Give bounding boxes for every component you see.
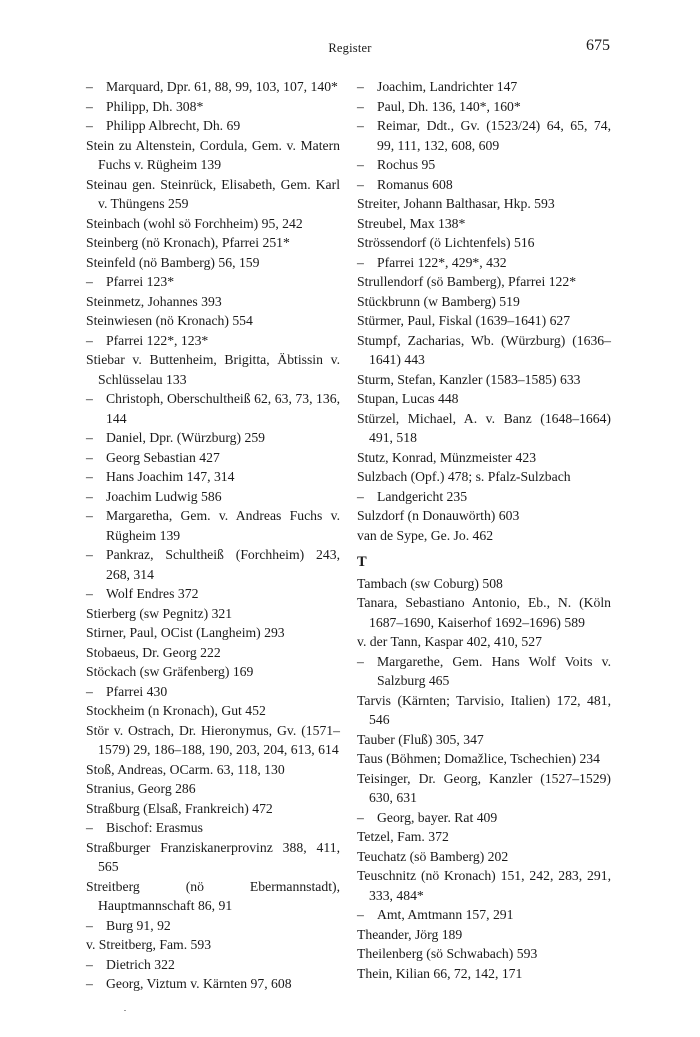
index-entry — [357, 214, 611, 234]
subentry-dash: – — [86, 683, 93, 699]
entry-text: Steinbach (wohl sö Forchheim) 95, 242 — [86, 215, 303, 231]
index-entry — [86, 701, 340, 721]
index-entry — [357, 194, 611, 214]
index-entry — [357, 964, 611, 984]
subentry-dash: – — [86, 956, 93, 972]
entry-text: Margaretha, Gem. v. Andreas Fuchs v. Rügheim 139 — [106, 508, 340, 543]
index-entry — [86, 643, 340, 663]
entry-text: Thein, Kilian 66, 72, 142, 171 — [357, 965, 523, 981]
entry-text: Pfarrei 122*, 123* — [106, 332, 209, 348]
index-subentry — [86, 818, 340, 838]
index-entry — [357, 847, 611, 867]
index-entry — [86, 253, 340, 273]
index-column-left — [86, 77, 340, 994]
entry-text: Bischof: Erasmus — [106, 820, 203, 835]
index-subentry — [86, 682, 340, 702]
index-entry — [86, 799, 340, 819]
entry-text: Teuchatz (sö Bamberg) 202 — [357, 848, 509, 864]
index-entry — [86, 214, 340, 234]
entry-text: Tarvis (Kärnten; Tarvisio, Italien) 172, 481, 546 — [357, 692, 611, 727]
entry-text: Stumpf, Zacharias, Wb. (Würzburg) (1636–1641) 443 — [357, 332, 611, 367]
entry-text: Landgericht 235 — [377, 488, 468, 504]
entry-text: Stirner, Paul, OCist (Langheim) 293 — [86, 625, 285, 640]
entry-text: van de Sype, Ge. Jo. 462 — [357, 527, 494, 543]
subentry-dash: – — [86, 98, 93, 114]
subentry-dash: – — [357, 809, 364, 825]
subentry-dash: – — [86, 274, 93, 289]
index-entry — [357, 827, 611, 847]
index-subentry — [86, 448, 340, 468]
index-entry — [357, 389, 611, 409]
entry-text: Streubel, Max 138* — [357, 215, 466, 231]
entry-text: Stobaeus, Dr. Georg 222 — [86, 644, 221, 660]
entry-text: Sulzdorf (n Donauwörth) 603 — [357, 508, 520, 523]
entry-text: Reimar, Ddt., Gv. (1523/24) 64, 65, 74, 99, 111, 132, 608, 609 — [377, 118, 611, 153]
subentry-dash: – — [357, 907, 364, 922]
entry-text: Taus (Böhmen; Domažlice, Tschechien) 234 — [357, 751, 600, 766]
entry-text: Philipp Albrecht, Dh. 69 — [106, 118, 241, 133]
index-entry — [357, 506, 611, 526]
entry-text: Christoph, Oberschultheiß 62, 63, 73, 136, 144 — [106, 391, 340, 426]
entry-text: Tetzel, Fam. 372 — [357, 829, 449, 844]
entry-text: Stutz, Konrad, Münzmeister 423 — [357, 449, 537, 465]
entry-text: v. der Tann, Kaspar 402, 410, 527 — [357, 634, 542, 649]
entry-text: Steinwiesen (nö Kronach) 554 — [86, 313, 253, 328]
index-entry — [86, 779, 340, 799]
index-letter-heading — [357, 553, 611, 573]
index-entry — [357, 526, 611, 546]
subentry-dash: – — [357, 118, 364, 133]
index-entry — [357, 944, 611, 964]
running-header: Register — [328, 41, 372, 55]
entry-text: Paul, Dh. 136, 140*, 160* — [377, 98, 521, 114]
index-subentry — [86, 955, 340, 975]
index-entry — [357, 233, 611, 253]
entry-text: Joachim, Landrichter 147 — [377, 79, 518, 94]
entry-text: Streiter, Johann Balthasar, Hkp. 593 — [357, 196, 555, 211]
entry-text: Stiebar v. Buttenheim, Brigitta, Äbtissin v. Schlüsselau 133 — [86, 352, 340, 387]
index-entry — [86, 292, 340, 312]
entry-text: Philipp, Dh. 308* — [106, 98, 204, 114]
entry-text: Marquard, Dpr. 61, 88, 99, 103, 107, 140* — [106, 79, 338, 94]
index-entry — [86, 935, 340, 955]
index-entry — [86, 311, 340, 331]
index-subentry — [357, 116, 611, 155]
index-entry — [357, 292, 611, 312]
subentry-dash: – — [86, 820, 93, 835]
subentry-dash: – — [357, 254, 364, 270]
subentry-dash: – — [357, 98, 364, 114]
entry-text: Straßburger Franziskanerprovinz 388, 411, 565 — [86, 839, 340, 874]
index-entry — [86, 662, 340, 682]
subentry-dash: – — [357, 176, 364, 192]
entry-text: Pankraz, Schultheiß (Forchheim) 243, 268, 314 — [106, 547, 340, 582]
entry-text: Stürmer, Paul, Fiskal (1639–1641) 627 — [357, 313, 571, 328]
entry-text: Burg 91, 92 — [106, 917, 171, 933]
index-entry — [357, 730, 611, 750]
index-entry — [86, 877, 340, 916]
entry-text: Steinfeld (nö Bamberg) 56, 159 — [86, 254, 260, 270]
index-subentry — [357, 905, 611, 925]
entry-text: Theander, Jörg 189 — [357, 926, 463, 942]
entry-text: Daniel, Dpr. (Würzburg) 259 — [106, 430, 266, 445]
entry-text: Steinau gen. Steinrück, Elisabeth, Gem. Karl v. Thüngens 259 — [86, 176, 340, 211]
index-entry — [86, 838, 340, 877]
index-entry — [86, 136, 340, 175]
subentry-dash: – — [86, 332, 93, 348]
index-entry — [357, 331, 611, 370]
entry-text: Sturm, Stefan, Kanzler (1583–1585) 633 — [357, 371, 581, 387]
footer-mark — [124, 1010, 126, 1011]
index-entry — [86, 760, 340, 780]
subentry-dash: – — [86, 508, 93, 523]
index-subentry — [86, 974, 340, 994]
index-subentry — [86, 487, 340, 507]
index-subentry — [86, 116, 340, 136]
entry-text: Teuschnitz (nö Kronach) 151, 242, 283, 291, 333, 484* — [357, 868, 611, 903]
index-entry — [357, 632, 611, 652]
entry-text: Stupan, Lucas 448 — [357, 391, 459, 406]
entry-text: Tauber (Fluß) 305, 347 — [357, 731, 484, 747]
index-subentry — [86, 331, 340, 351]
index-entry — [357, 448, 611, 468]
entry-text: Margarethe, Gem. Hans Wolf Voits v. Salzburg 465 — [377, 653, 611, 688]
index-entry — [86, 350, 340, 389]
index-subentry — [86, 545, 340, 584]
entry-text: Joachim Ludwig 586 — [106, 488, 222, 504]
subentry-dash: – — [357, 653, 364, 669]
entry-text: Straßburg (Elsaß, Frankreich) 472 — [86, 800, 273, 816]
index-column-right — [357, 77, 611, 983]
index-subentry — [357, 97, 611, 117]
entry-text: Stierberg (sw Pegnitz) 321 — [86, 605, 233, 621]
subentry-dash: – — [86, 79, 93, 94]
index-subentry — [86, 916, 340, 936]
index-entry — [357, 467, 611, 487]
index-entry — [357, 574, 611, 594]
entry-text: Teisinger, Dr. Georg, Kanzler (1527–1529) 630, 631 — [357, 770, 611, 805]
subentry-dash: – — [86, 449, 93, 465]
index-entry — [357, 925, 611, 945]
index-entry — [357, 769, 611, 808]
entry-text: Stör v. Ostrach, Dr. Hieronymus, Gv. (1571–1579) 29, 186–188, 190, 203, 204, 613, 614 — [86, 722, 340, 757]
index-entry — [357, 272, 611, 292]
index-subentry — [86, 97, 340, 117]
index-entry — [86, 604, 340, 624]
entry-text: Stückbrunn (w Bamberg) 519 — [357, 293, 520, 309]
entry-text: Stürzel, Michael, A. v. Banz (1648–1664) 491, 518 — [357, 410, 611, 445]
entry-text: Streitberg (nö Ebermannstadt), Hauptmannschaft 86, 91 — [86, 878, 340, 913]
entry-text: Romanus 608 — [377, 176, 453, 192]
index-entry — [357, 311, 611, 331]
index-subentry — [357, 77, 611, 97]
subentry-dash: – — [86, 547, 93, 562]
subentry-dash: – — [357, 79, 364, 94]
index-subentry — [86, 506, 340, 545]
entry-text: Pfarrei 123* — [106, 274, 175, 289]
entry-text: Pfarrei 122*, 429*, 432 — [377, 254, 507, 270]
entry-text: Theilenberg (sö Schwabach) 593 — [357, 946, 538, 961]
entry-text: Rochus 95 — [377, 157, 436, 172]
entry-text: T — [357, 554, 367, 570]
index-entry — [86, 233, 340, 253]
entry-text: Steinmetz, Johannes 393 — [86, 293, 222, 309]
index-entry — [86, 175, 340, 214]
entry-text: Amt, Amtmann 157, 291 — [377, 907, 514, 922]
index-entry — [86, 721, 340, 760]
subentry-dash: – — [86, 917, 93, 933]
entry-text: Tanara, Sebastiano Antonio, Eb., N. (Köln 1687–1690, Kaiserhof 1692–1696) 589 — [357, 595, 611, 630]
index-subentry — [357, 808, 611, 828]
subentry-dash: – — [86, 469, 93, 484]
entry-text: Dietrich 322 — [106, 956, 175, 972]
entry-text: Hans Joachim 147, 314 — [106, 469, 235, 484]
index-entry — [86, 623, 340, 643]
subentry-dash: – — [86, 586, 93, 601]
subentry-dash: – — [86, 118, 93, 133]
entry-text: Georg, Viztum v. Kärnten 97, 608 — [106, 976, 292, 991]
entry-text: Stoß, Andreas, OCarm. 63, 118, 130 — [86, 761, 285, 777]
page-number: 675 — [586, 37, 610, 54]
index-subentry — [357, 487, 611, 507]
index-subentry — [86, 428, 340, 448]
entry-text: Steinberg (nö Kronach), Pfarrei 251* — [86, 235, 290, 250]
entry-text: Strössendorf (ö Lichtenfels) 516 — [357, 235, 535, 250]
index-subentry — [86, 272, 340, 292]
index-entry — [357, 866, 611, 905]
subentry-dash: – — [86, 488, 93, 504]
entry-text: Wolf Endres 372 — [106, 586, 199, 601]
entry-text: Strullendorf (sö Bamberg), Pfarrei 122* — [357, 274, 577, 289]
index-subentry — [357, 652, 611, 691]
entry-text: Stein zu Altenstein, Cordula, Gem. v. Matern Fuchs v. Rügheim 139 — [86, 137, 340, 172]
subentry-dash: – — [357, 488, 364, 504]
subentry-dash: – — [86, 976, 93, 991]
entry-text: Tambach (sw Coburg) 508 — [357, 575, 503, 591]
entry-text: Georg Sebastian 427 — [106, 449, 220, 465]
entry-text: Georg, bayer. Rat 409 — [377, 809, 498, 825]
index-subentry — [357, 253, 611, 273]
entry-text: v. Streitberg, Fam. 593 — [86, 937, 212, 952]
index-subentry — [86, 467, 340, 487]
index-subentry — [86, 389, 340, 428]
index-entry — [357, 749, 611, 769]
index-subentry — [357, 175, 611, 195]
subentry-dash: – — [86, 430, 93, 445]
index-entry — [357, 370, 611, 390]
subentry-dash: – — [357, 157, 364, 172]
index-subentry — [86, 584, 340, 604]
entry-text: Pfarrei 430 — [106, 683, 168, 699]
entry-text: Stöckach (sw Gräfenberg) 169 — [86, 664, 254, 679]
entry-text: Sulzbach (Opf.) 478; s. Pfalz-Sulzbach — [357, 469, 571, 484]
entry-text: Stranius, Georg 286 — [86, 781, 196, 796]
entry-text: Stockheim (n Kronach), Gut 452 — [86, 703, 266, 718]
index-entry — [357, 691, 611, 730]
index-subentry — [357, 155, 611, 175]
index-subentry — [86, 77, 340, 97]
index-entry — [357, 593, 611, 632]
subentry-dash: – — [86, 391, 93, 406]
index-entry — [357, 409, 611, 448]
